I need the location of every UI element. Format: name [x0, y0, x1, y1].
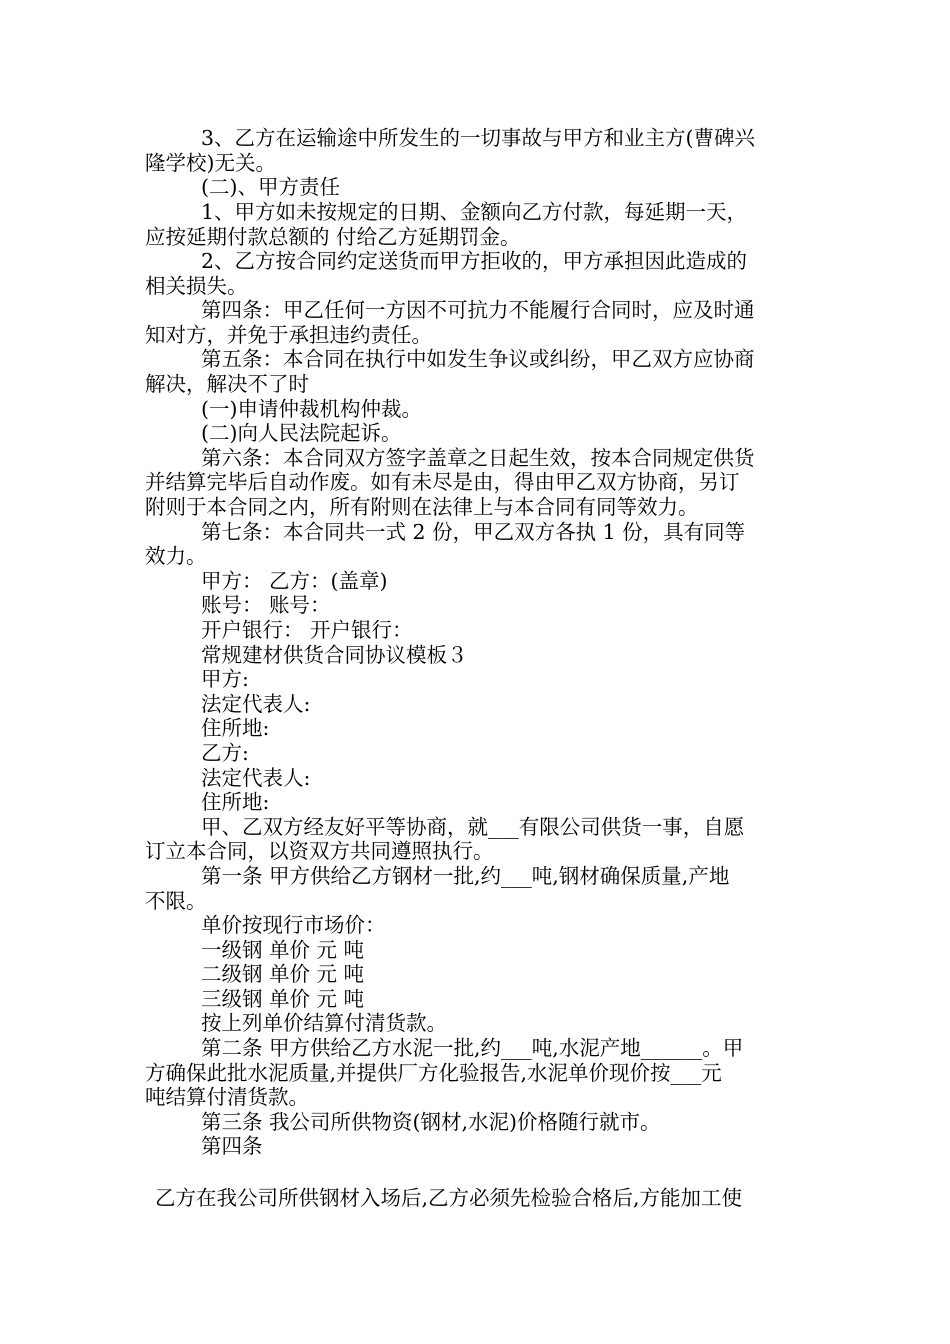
- text-line: 应按延期付款总额的 付给乙方延期罚金。: [145, 225, 521, 249]
- text-line: 第七条：本合同共一式 2 份，甲乙双方各执 1 份，具有同等: [201, 520, 746, 544]
- text-line: 住所地:: [201, 790, 270, 814]
- text-line: 甲方： 乙方：(盖章): [201, 569, 388, 593]
- text-line: 第一条 甲方供给乙方钢材一批,约___吨,钢材确保质量,产地: [201, 864, 730, 888]
- text-line: 知对方，并免于承担违约责任。: [145, 323, 432, 347]
- text-line: 不限。: [145, 889, 207, 913]
- text-line: (二)向人民法院起诉。: [201, 421, 402, 445]
- text-line: 一级钢 单价 元 吨: [201, 938, 365, 962]
- text-line: 第四条: [201, 1134, 263, 1158]
- text-line: 账号： 账号：: [201, 593, 331, 617]
- text-line: 法定代表人:: [201, 692, 311, 716]
- text-line: 3、乙方在运输途中所发生的一切事故与甲方和业主方(曹碑兴: [201, 126, 756, 150]
- text-line: 三级钢 单价 元 吨: [201, 987, 365, 1011]
- text-line: 1、甲方如未按规定的日期、金额向乙方付款，每延期一天，: [201, 200, 748, 224]
- text-line: (二)、甲方责任: [201, 175, 340, 199]
- text-line: 第三条 我公司所供物资(钢材,水泥)价格随行就市。: [201, 1110, 661, 1134]
- text-line: 方确保此批水泥质量,并提供厂方化验报告,水泥单价现价按___元: [145, 1061, 722, 1085]
- text-line: 并结算完毕后自动作废。如有未尽是由，得由甲乙双方协商，另订: [145, 470, 740, 494]
- text-line: 甲、乙双方经友好平等协商，就___有限公司供货一事，自愿: [201, 815, 745, 839]
- text-line: 吨结算付清货款。: [145, 1085, 309, 1109]
- text-line: 2、乙方按合同约定送货而甲方拒收的，甲方承担因此造成的: [201, 249, 748, 273]
- text-line: 按上列单价结算付清货款。: [201, 1011, 447, 1035]
- text-line: 隆学校)无关。: [145, 151, 276, 175]
- text-line: 解决，解决不了时: [145, 372, 309, 396]
- text-line: 第六条：本合同双方签字盖章之日起生效，按本合同规定供货: [201, 446, 755, 470]
- text-line: 乙方:: [201, 741, 249, 765]
- text-line: 效力。: [145, 544, 207, 568]
- text-line: 订立本合同，以资双方共同遵照执行。: [145, 839, 494, 863]
- text-line: 住所地:: [201, 716, 270, 740]
- text-line: 附则于本合同之内，所有附则在法律上与本合同有同等效力。: [145, 495, 699, 519]
- text-line: 第二条 甲方供给乙方水泥一批,约___吨,水泥产地______。甲: [201, 1036, 744, 1060]
- text-line: 相关损失。: [145, 274, 248, 298]
- text-line: 乙方在我公司所供钢材入场后,乙方必须先检验合格后,方能加工使: [155, 1186, 743, 1210]
- text-line: 法定代表人:: [201, 766, 311, 790]
- text-line: (一)申请仲裁机构仲裁。: [201, 397, 422, 421]
- text-line: 第四条：甲乙任何一方因不可抗力不能履行合同时，应及时通: [201, 298, 755, 322]
- text-line: 常规建材供货合同协议模板３: [201, 643, 468, 667]
- text-line: 第五条：本合同在执行中如发生争议或纠纷，甲乙双方应协商: [201, 347, 755, 371]
- text-line: 单价按现行市场价：: [201, 913, 386, 937]
- text-line: 二级钢 单价 元 吨: [201, 962, 365, 986]
- text-line: 开户银行： 开户银行：: [201, 618, 413, 642]
- text-line: 甲方:: [201, 667, 249, 691]
